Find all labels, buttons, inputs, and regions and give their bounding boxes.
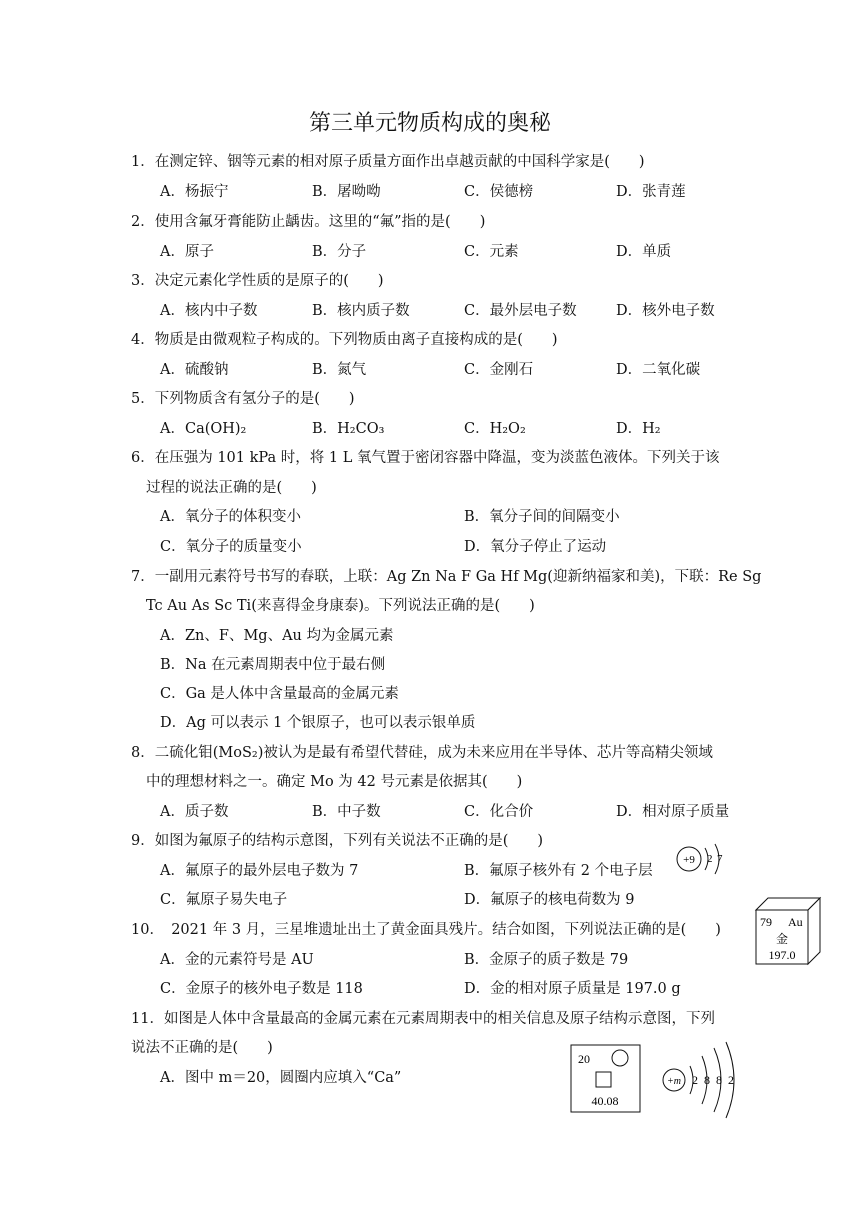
q3-option-c: C．最外层电子数 xyxy=(464,303,577,319)
question-1-stem: 1．在测定锌、铟等元素的相对原子质量方面作出卓越贡献的中国科学家是( ) xyxy=(131,154,645,170)
q10-option-d: D．金的相对原子质量是 197.0 g xyxy=(464,981,681,997)
calcium-shell-2: 8 xyxy=(704,1073,710,1087)
question-11-stem-line1: 11．如图是人体中含量最高的金属元素在元素周期表中的相关信息及原子结构示意图，下列 xyxy=(131,1011,715,1027)
q5-option-d: D．H₂ xyxy=(616,421,661,437)
q4-option-d: D．二氧化碳 xyxy=(616,362,701,378)
q10-option-a: A．金的元素符号是 AU xyxy=(160,952,314,968)
q3-option-a: A．核内中子数 xyxy=(160,303,258,319)
q7-option-d: D．Ag 可以表示 1 个银原子，也可以表示银单质 xyxy=(160,715,476,731)
question-10-stem: 10． 2021 年 3 月，三星堆遗址出土了黄金面具残片。结合如图，下列说法正确的是( ) xyxy=(131,922,721,938)
q2-option-c: C．元素 xyxy=(464,244,519,260)
page-title: 第三单元物质构成的奥秘 xyxy=(308,111,551,136)
q9-option-d: D．氟原子的核电荷数为 9 xyxy=(464,892,635,908)
gold-atomic-number: 79 xyxy=(760,915,772,929)
q4-option-b: B．氮气 xyxy=(312,362,367,378)
question-8-stem-line1: 8．二硫化钼(MoS₂)被认为是最有希望代替硅，成为未来应用在半导体、芯片等高精尖领域 xyxy=(131,745,713,761)
question-6-stem-line2: 过程的说法正确的是( ) xyxy=(146,480,317,496)
calcium-atom-diagram xyxy=(654,1036,744,1122)
q5-option-a: A．Ca(OH)₂ xyxy=(160,421,247,437)
calcium-element-cell xyxy=(570,1044,642,1114)
question-11-stem-line2: 说法不正确的是( ) xyxy=(131,1040,273,1056)
q6-option-b: B．氧分子间的间隔变小 xyxy=(464,509,620,525)
question-4-stem: 4．物质是由微观粒子构成的。下列物质由离子直接构成的是( ) xyxy=(131,332,558,348)
calcium-shell-4: 2 xyxy=(728,1073,734,1087)
question-6-stem-line1: 6．在压强为 101 kPa 时，将 1 L 氧气置于密闭容器中降温，变为淡蓝色液体。下列关于该 xyxy=(131,450,720,466)
q2-option-d: D．单质 xyxy=(616,244,672,260)
q1-option-d: D．张青莲 xyxy=(616,184,686,200)
q9-option-a: A．氟原子的最外层电子数为 7 xyxy=(160,863,359,879)
gold-name: 金 xyxy=(775,932,789,946)
q6-option-c: C．氧分子的质量变小 xyxy=(160,539,302,555)
question-8-stem-line2: 中的理想材料之一。确定 Mo 为 42 号元素是依据其( ) xyxy=(146,774,523,790)
q2-option-b: B．分子 xyxy=(312,244,367,260)
q8-option-c: C．化合价 xyxy=(464,804,534,820)
calcium-shell-3: 8 xyxy=(716,1073,722,1087)
q2-option-a: A．原子 xyxy=(160,244,214,260)
fluorine-atom-diagram xyxy=(674,838,734,880)
q1-option-a: A．杨振宁 xyxy=(160,184,229,200)
q6-option-d: D．氧分子停止了运动 xyxy=(464,539,607,555)
gold-atomic-mass: 197.0 xyxy=(768,948,796,962)
q4-option-c: C．金刚石 xyxy=(464,362,534,378)
q7-option-a: A．Zn、F、Mg、Au 均为金属元素 xyxy=(160,628,394,644)
q7-option-c: C．Ga 是人体中含量最高的金属元素 xyxy=(160,686,399,702)
calcium-shell-1: 2 xyxy=(692,1073,698,1087)
q7-option-b: B．Na 在元素周期表中位于最右侧 xyxy=(160,657,386,673)
gold-symbol: Au xyxy=(788,915,803,929)
fluorine-shell-2: 7 xyxy=(717,853,723,865)
q9-option-b: B．氟原子核外有 2 个电子层 xyxy=(464,863,653,879)
calcium-atomic-mass: 40.08 xyxy=(591,1094,619,1108)
question-3-stem: 3．决定元素化学性质的是原子的( ) xyxy=(131,273,384,289)
question-9-stem: 9．如图为氟原子的结构示意图，下列有关说法不正确的是( ) xyxy=(131,833,544,849)
q3-option-d: D．核外电子数 xyxy=(616,303,715,319)
q6-option-a: A．氧分子的体积变小 xyxy=(160,509,301,525)
q10-option-c: C．金原子的核外电子数是 118 xyxy=(160,981,363,997)
q1-option-c: C．侯德榜 xyxy=(464,184,534,200)
q1-option-b: B．屠呦呦 xyxy=(312,184,381,200)
question-5-stem: 5．下列物质含有氢分子的是( ) xyxy=(131,391,355,407)
q4-option-a: A．硫酸钠 xyxy=(160,362,229,378)
q9-option-c: C．氟原子易失电子 xyxy=(160,892,288,908)
q11-option-a: A．图中 m＝20，圆圈内应填入“Ca” xyxy=(160,1070,402,1086)
q10-option-b: B．金原子的质子数是 79 xyxy=(464,952,629,968)
calcium-nucleus-label: +m xyxy=(667,1076,681,1087)
question-2-stem: 2．使用含氟牙膏能防止龋齿。这里的“氟”指的是( ) xyxy=(131,214,486,230)
q3-option-b: B．核内质子数 xyxy=(312,303,410,319)
q8-option-b: B．中子数 xyxy=(312,804,381,820)
q5-option-c: C．H₂O₂ xyxy=(464,421,526,437)
question-7-stem-line2: Tc Au As Sc Ti(来喜得金身康泰)。下列说法正确的是( ) xyxy=(146,598,535,614)
question-7-stem-line1: 7．一副用元素符号书写的春联，上联：Ag Zn Na F Ga Hf Mg(迎新纳福家和美)，下联：Re Sg xyxy=(131,569,762,585)
q8-option-a: A．质子数 xyxy=(160,804,229,820)
q8-option-d: D．相对原子质量 xyxy=(616,804,730,820)
gold-element-cell xyxy=(752,896,826,968)
calcium-atomic-number: 20 xyxy=(578,1052,590,1066)
q5-option-b: B．H₂CO₃ xyxy=(312,421,385,437)
fluorine-nucleus-label: +9 xyxy=(683,854,695,866)
fluorine-shell-1: 2 xyxy=(707,853,713,865)
